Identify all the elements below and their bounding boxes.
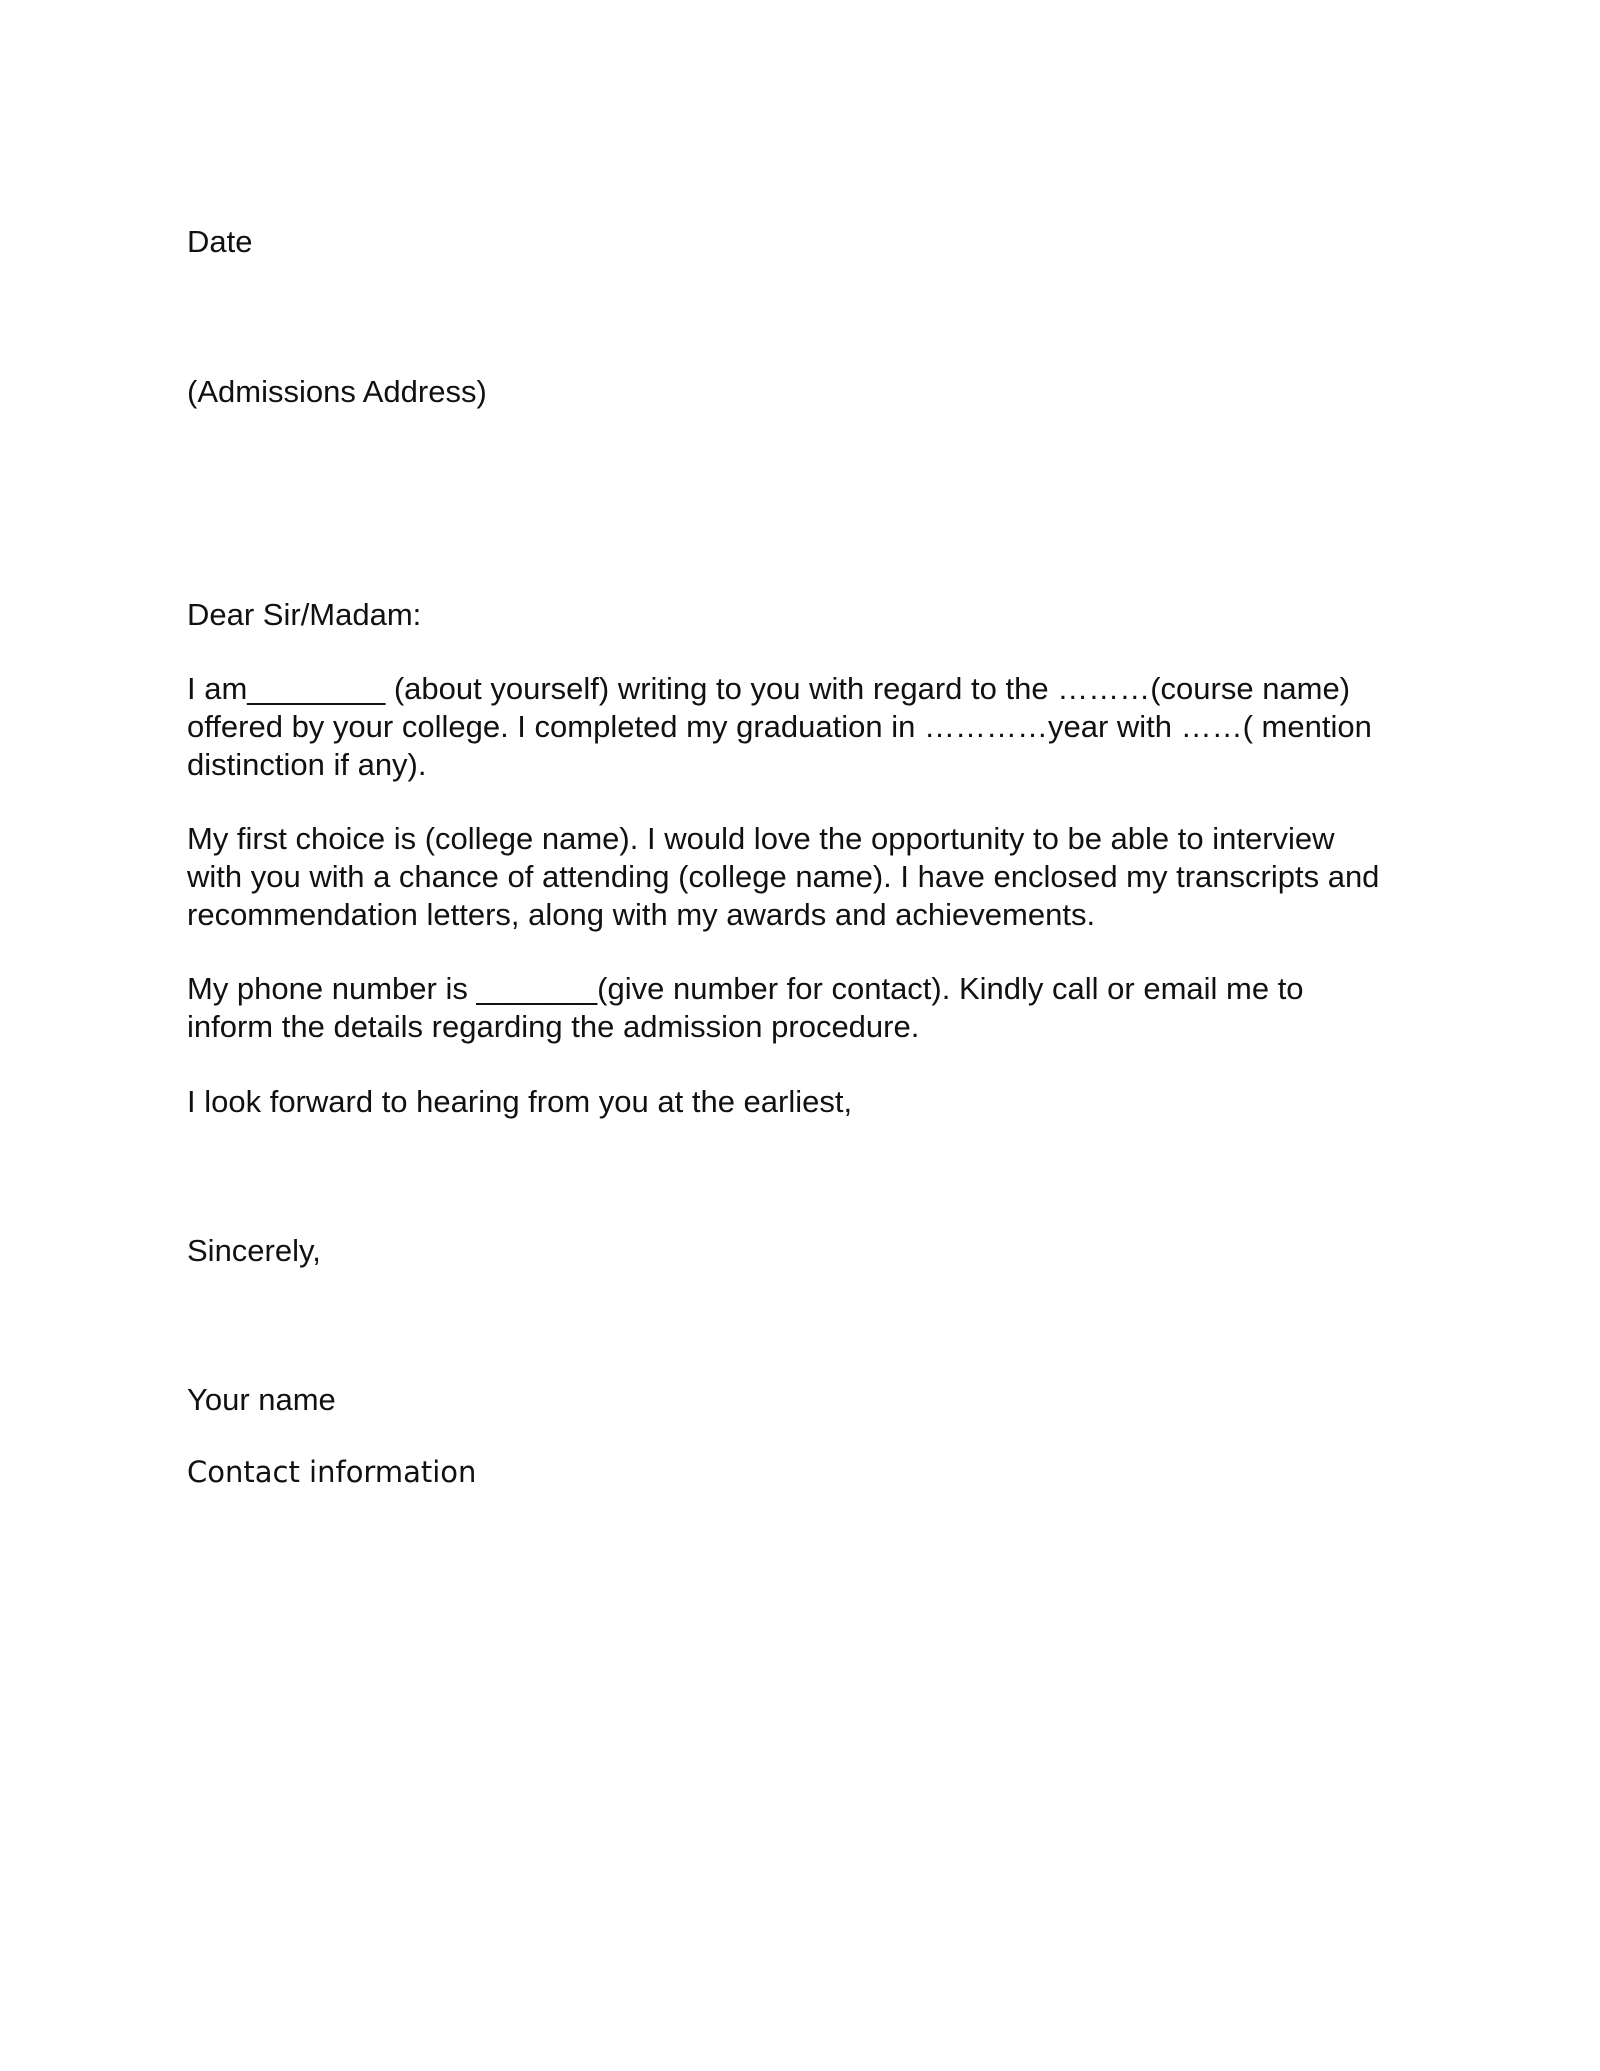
paragraph-line: recommendation letters, along with my awards and achievements. (187, 897, 1096, 932)
contact-information: Contact information (187, 1455, 477, 1489)
paragraph-line: My phone number is _______(give number for contact). Kindly call or email me to (187, 971, 1304, 1006)
paragraph-college-choice (187, 820, 1379, 934)
paragraph-line: offered by your college. I completed my graduation in …………year with ……( mention (187, 709, 1372, 744)
paragraph-introduction (187, 670, 1372, 784)
paragraph-line: distinction if any). (187, 747, 427, 782)
admissions-address: (Admissions Address) (187, 374, 487, 409)
closing-line: I look forward to hearing from you at the earliest, (187, 1084, 853, 1119)
paragraph-line: inform the details regarding the admission procedure. (187, 1009, 920, 1044)
date-line: Date (187, 224, 253, 259)
paragraph-line: My first choice is (college name). I would love the opportunity to be able to interview (187, 821, 1335, 856)
paragraph-line: I am________ (about yourself) writing to you with regard to the ………(course name) (187, 671, 1351, 706)
paragraph-line: with you with a chance of attending (college name). I have enclosed my transcripts and (187, 859, 1380, 894)
sender-name: Your name (187, 1382, 336, 1417)
salutation: Dear Sir/Madam: (187, 597, 422, 632)
paragraph-contact (187, 970, 1304, 1046)
sign-off: Sincerely, (187, 1233, 321, 1268)
